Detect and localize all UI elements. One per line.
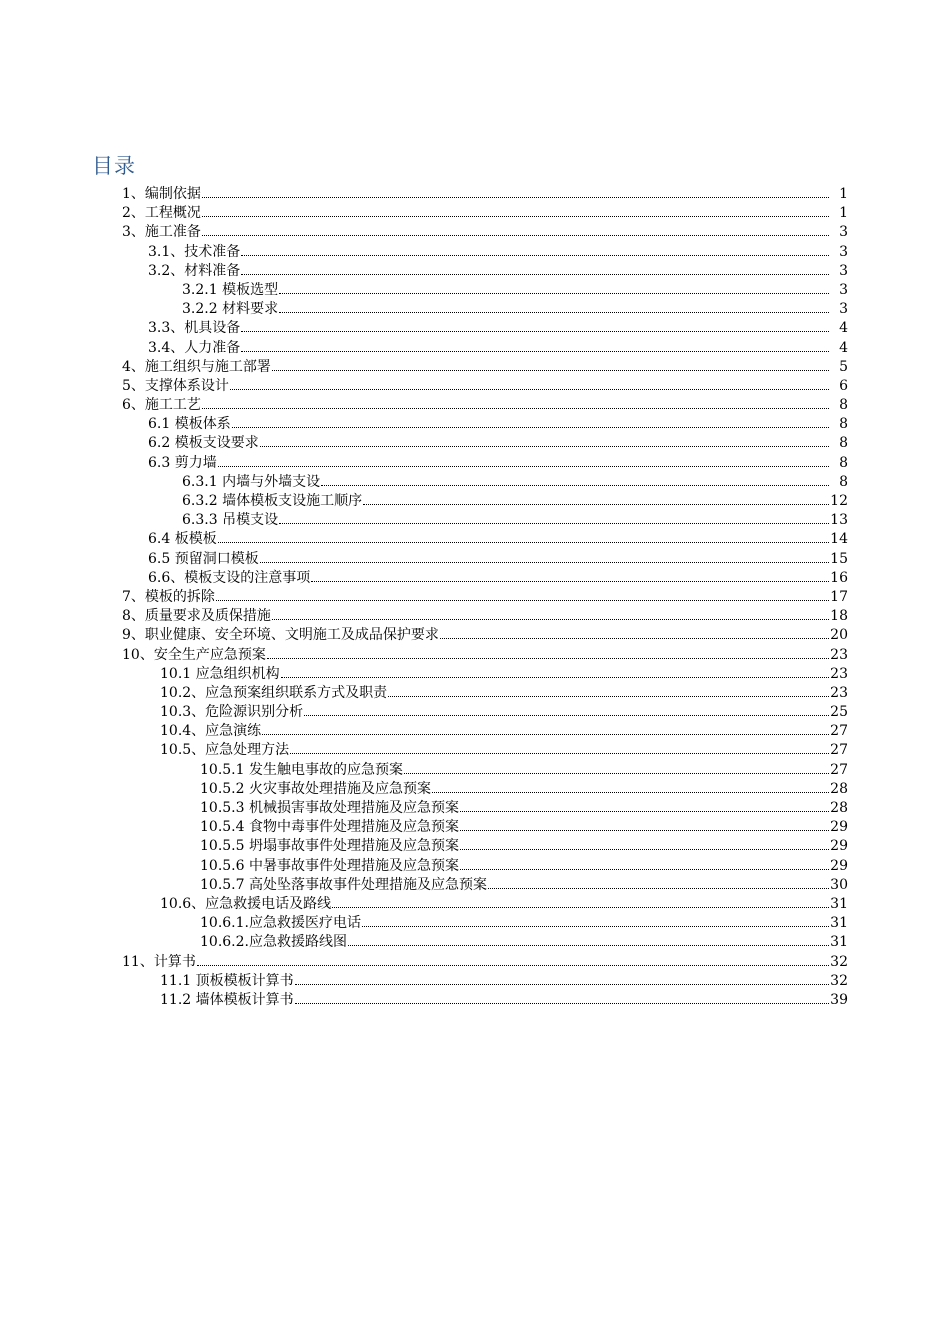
toc-entry[interactable] [0, 178, 950, 202]
dot-leader [241, 236, 829, 256]
dot-leader [460, 811, 829, 831]
toc-entry-page: 3 [839, 281, 848, 298]
toc-entry-label: 1、编制依据 [122, 186, 201, 202]
dot-leader [332, 888, 829, 908]
dot-leader [279, 504, 829, 524]
toc-entry-label: 10.5.1 发生触电事故的应急预案 [200, 761, 403, 778]
toc-entry[interactable] [0, 543, 950, 567]
toc-entry-page: 39 [830, 991, 848, 1008]
toc-entry-page: 17 [830, 588, 848, 605]
toc-entry[interactable] [0, 293, 950, 318]
toc-entry-label: 6.1 模板体系 [148, 416, 231, 433]
dot-leader [460, 850, 829, 870]
toc-entry-page: 28 [830, 800, 848, 816]
toc-entry[interactable] [0, 274, 950, 298]
toc-entry-label: 9、职业健康、安全环境、文明施工及成品保护要求 [122, 627, 439, 644]
toc-entry-page: 25 [830, 704, 848, 721]
toc-entry-label: 10.5、应急处理方法 [160, 742, 290, 759]
toc-entry[interactable] [0, 370, 950, 394]
toc-entry[interactable] [0, 466, 950, 490]
toc-entry[interactable] [0, 427, 950, 452]
toc-entry-page: 3 [839, 243, 848, 260]
toc-entry[interactable] [0, 984, 950, 1008]
toc-entry-page: 6 [839, 377, 848, 394]
toc-entry-label: 10.5.4 食物中毒事件处理措施及应急预案 [200, 819, 459, 836]
toc-entry-page: 3 [839, 224, 848, 241]
dot-leader [218, 447, 829, 467]
toc-entry-page: 14 [830, 531, 848, 548]
toc-entry[interactable] [0, 811, 950, 836]
toc-entry-label: 5、支撑体系设计 [122, 377, 229, 394]
toc-entry[interactable] [0, 677, 950, 701]
toc-entry-label: 3.2.1 模板选型 [182, 281, 279, 298]
toc-entry[interactable] [0, 197, 950, 222]
toc-entry-page: 20 [830, 627, 848, 644]
dot-leader [241, 332, 829, 352]
toc-entry-page: 29 [830, 838, 848, 855]
toc-entry-page: 27 [830, 761, 848, 778]
toc-entry-label: 11、计算书 [122, 953, 196, 970]
toc-entry-page: 29 [830, 857, 848, 874]
dot-leader [260, 427, 829, 447]
dot-leader [230, 370, 829, 390]
dot-leader [290, 734, 829, 754]
toc-entry-page: 1 [839, 205, 848, 222]
toc-entry-label: 10.1 应急组织机构 [160, 665, 280, 682]
toc-entry-label: 10.6、应急救援电话及路线 [160, 895, 332, 912]
toc-entry-label: 3、施工准备 [122, 224, 201, 241]
dot-leader [267, 639, 829, 659]
dot-leader [362, 907, 829, 927]
toc-entry-label: 6.3 剪力墙 [148, 454, 217, 471]
dot-leader [197, 946, 829, 966]
toc-entry-label: 11.1 顶板模板计算书 [160, 972, 294, 989]
dot-leader [432, 773, 829, 793]
toc-entry-label: 6、施工工艺 [122, 397, 201, 414]
toc-entry-page: 3 [839, 301, 848, 318]
toc-entry-label: 11.2 墙体模板计算书 [160, 991, 294, 1008]
toc-entry[interactable] [0, 562, 950, 586]
toc-entry-page: 28 [830, 780, 848, 797]
table-of-contents [0, 178, 950, 1008]
dot-leader [279, 274, 829, 294]
toc-entry-page: 27 [830, 742, 848, 759]
toc-entry[interactable] [0, 255, 950, 279]
toc-entry-page: 29 [830, 819, 848, 836]
toc-entry[interactable] [0, 965, 950, 989]
toc-entry[interactable] [0, 351, 950, 375]
toc-entry-label: 10.5.2 火灾事故处理措施及应急预案 [200, 780, 431, 797]
toc-entry-page: 4 [839, 320, 848, 337]
toc-entry[interactable] [0, 485, 950, 509]
dot-leader [321, 466, 829, 486]
toc-entry-label: 10.4、应急演练 [160, 723, 262, 740]
toc-entry[interactable] [0, 216, 950, 241]
dot-leader [202, 389, 829, 409]
toc-entry-label: 10、安全生产应急预案 [122, 646, 266, 663]
toc-entry-page: 12 [830, 493, 848, 509]
toc-entry-label: 6.5 预留洞口模板 [148, 550, 259, 567]
toc-entry-label: 10.5.7 高处坠落事故事件处理措施及应急预案 [200, 876, 487, 893]
toc-entry[interactable] [0, 696, 950, 721]
dot-leader [218, 523, 829, 543]
toc-entry-label: 7、模板的拆除 [122, 588, 215, 605]
toc-entry[interactable] [0, 619, 950, 644]
toc-entry-label: 10.5.5 坍塌事故事件处理措施及应急预案 [200, 838, 459, 855]
toc-entry[interactable] [0, 907, 950, 932]
dot-leader [262, 715, 829, 735]
toc-entry[interactable] [0, 504, 950, 529]
toc-entry-page: 8 [839, 435, 848, 452]
dot-leader [241, 312, 829, 332]
dot-leader [272, 351, 829, 371]
toc-entry[interactable] [0, 946, 950, 970]
dot-leader [348, 926, 829, 946]
toc-entry[interactable] [0, 888, 950, 912]
toc-entry-label: 3.3、机具设备 [148, 320, 241, 337]
toc-entry-label: 10.3、危险源识别分析 [160, 704, 304, 721]
toc-entry-page: 3 [839, 262, 848, 279]
dot-leader [488, 869, 829, 889]
toc-entry-label: 10.2、应急预案组织联系方式及职责 [160, 684, 388, 701]
dot-leader [260, 543, 829, 563]
dot-leader [202, 178, 829, 198]
dot-leader [311, 562, 829, 582]
toc-entry-page: 31 [830, 915, 848, 932]
dot-leader [460, 830, 829, 850]
toc-entry-label: 10.5.3 机械损害事故处理措施及应急预案 [200, 800, 459, 816]
toc-entry[interactable] [0, 639, 950, 663]
toc-entry-label: 10.6.1.应急救援医疗电话 [200, 915, 361, 932]
dot-leader [241, 255, 829, 275]
toc-entry-page: 30 [830, 876, 848, 893]
toc-entry[interactable] [0, 312, 950, 337]
toc-entry-page: 16 [830, 569, 848, 586]
dot-leader [202, 197, 829, 217]
toc-entry-page: 8 [839, 473, 848, 490]
toc-entry-page: 4 [839, 339, 848, 356]
toc-entry-page: 31 [830, 934, 848, 951]
toc-entry[interactable] [0, 850, 950, 874]
toc-entry[interactable] [0, 792, 950, 816]
toc-entry-page: 8 [839, 454, 848, 471]
dot-leader [295, 965, 829, 985]
dot-leader [460, 792, 829, 812]
toc-entry-label: 3.2.2 材料要求 [182, 301, 279, 318]
dot-leader [304, 696, 829, 716]
toc-entry-page: 5 [839, 358, 848, 375]
toc-entry-label: 6.3.2 墙体模板支设施工顺序 [182, 493, 363, 509]
toc-entry-page: 15 [830, 550, 848, 567]
toc-entry-page: 23 [830, 646, 848, 663]
toc-entry-page: 8 [839, 416, 848, 433]
toc-entry[interactable] [0, 734, 950, 759]
dot-leader [363, 485, 829, 505]
toc-title: 目录 [92, 154, 136, 178]
toc-entry-label: 10.6.2.应急救援路线图 [200, 934, 347, 951]
toc-entry-label: 6.6、模板支设的注意事项 [148, 569, 311, 586]
toc-entry-label: 3.4、人力准备 [148, 339, 241, 356]
toc-entry-page: 8 [839, 397, 848, 414]
toc-entry-page: 31 [830, 895, 848, 912]
toc-entry-label: 6.3.3 吊模支设 [182, 512, 279, 529]
dot-leader [202, 216, 829, 236]
dot-leader [279, 293, 829, 313]
toc-entry-label: 6.4 板模板 [148, 531, 217, 548]
toc-entry[interactable] [0, 773, 950, 797]
toc-entry[interactable] [0, 523, 950, 548]
toc-entry[interactable] [0, 600, 950, 625]
toc-entry-page: 1 [839, 186, 848, 202]
dot-leader [216, 581, 829, 601]
toc-entry-label: 6.3.1 内墙与外墙支设 [182, 473, 321, 490]
toc-entry-page: 32 [830, 953, 848, 970]
toc-entry[interactable] [0, 447, 950, 471]
toc-entry[interactable] [0, 869, 950, 893]
toc-entry[interactable] [0, 715, 950, 740]
toc-entry[interactable] [0, 581, 950, 605]
toc-entry-label: 4、施工组织与施工部署 [122, 358, 271, 375]
toc-entry-page: 13 [830, 512, 848, 529]
toc-entry-label: 2、工程概况 [122, 205, 201, 222]
toc-entry-label: 8、质量要求及质保措施 [122, 608, 271, 625]
dot-leader [440, 619, 829, 639]
toc-entry-page: 18 [830, 608, 848, 625]
toc-entry-page: 23 [830, 684, 848, 701]
toc-entry[interactable] [0, 332, 950, 356]
toc-entry[interactable] [0, 389, 950, 414]
toc-entry-page: 32 [830, 972, 848, 989]
toc-entry[interactable] [0, 754, 950, 778]
toc-entry-label: 6.2 模板支设要求 [148, 435, 259, 452]
dot-leader [295, 984, 829, 1004]
toc-entry-label: 10.5.6 中暑事故事件处理措施及应急预案 [200, 857, 459, 874]
toc-entry-label: 3.2、材料准备 [148, 262, 241, 279]
toc-entry[interactable] [0, 408, 950, 433]
toc-entry[interactable] [0, 830, 950, 855]
dot-leader [281, 658, 829, 678]
dot-leader [388, 677, 829, 697]
toc-entry-label: 3.1、技术准备 [148, 243, 241, 260]
dot-leader [272, 600, 829, 620]
toc-entry[interactable] [0, 658, 950, 682]
toc-entry-page: 23 [830, 665, 848, 682]
toc-entry-page: 27 [830, 723, 848, 740]
toc-entry[interactable] [0, 236, 950, 260]
dot-leader [232, 408, 829, 428]
dot-leader [404, 754, 829, 774]
toc-entry[interactable] [0, 926, 950, 951]
